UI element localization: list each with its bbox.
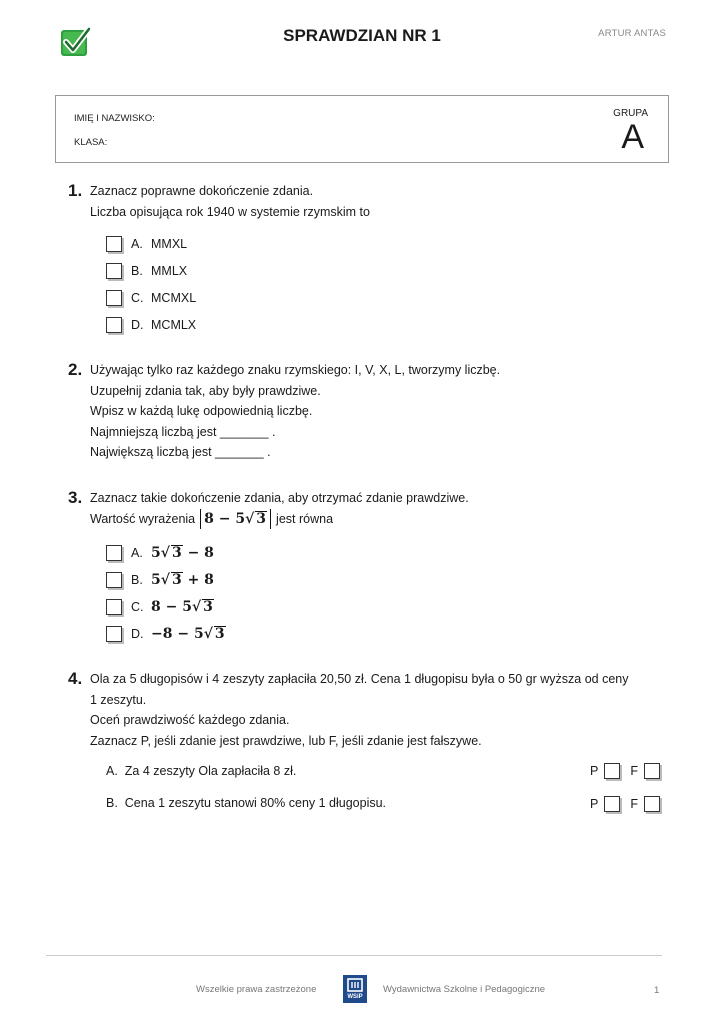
radicand: 3 (203, 598, 213, 615)
option-text: MMXL (151, 236, 188, 251)
question-2-line: Największą liczbą jest _______ . (90, 445, 271, 459)
q4-statement-a (106, 761, 296, 782)
true-checkbox[interactable] (604, 796, 620, 812)
question-2-line: Wpisz w każdą lukę odpowiednią liczbę. (90, 404, 313, 418)
question-4-line: 1 zeszytu. (90, 692, 147, 707)
q1-option-c[interactable] (106, 284, 196, 311)
radicand: 3 (171, 544, 182, 561)
question-4-text (90, 669, 670, 751)
option-math (151, 626, 226, 642)
wsip-logo-icon (343, 975, 367, 1003)
false-checkbox[interactable] (644, 763, 660, 779)
question-2-line: Najmniejszą liczbą jest _______ . (90, 424, 276, 439)
question-1-options (106, 230, 196, 338)
math-post: + 8 (182, 571, 214, 588)
question-1-text (90, 181, 370, 222)
wsip-logo-text: WSiP (347, 994, 363, 1000)
checkbox[interactable] (106, 545, 122, 561)
group-label: GRUPA (613, 108, 648, 119)
option-math (151, 599, 214, 615)
class-label: KLASA: (74, 137, 108, 148)
radicand: 3 (256, 510, 267, 527)
q1-option-d[interactable] (106, 311, 196, 338)
option-letter: D. (131, 626, 144, 641)
option-math (151, 545, 214, 561)
option-text: MMLX (151, 263, 188, 278)
question-4-number: 4. (68, 669, 83, 688)
option-letter: D. (131, 317, 144, 332)
question-1-line: Zaznacz poprawne dokończenie zdania. (90, 184, 314, 198)
expr-part: 8 − 5 (204, 510, 246, 527)
student-info-box (55, 95, 669, 163)
statement-letter: A. (106, 764, 118, 778)
page-title: SPRAWDZIAN NR 1 (283, 26, 441, 45)
q4-b-answer (590, 796, 660, 812)
q3-option-c[interactable] (106, 593, 226, 620)
q3-option-d[interactable] (106, 620, 226, 647)
false-label: F (630, 797, 638, 811)
author-name: ARTUR ANTAS (598, 28, 666, 39)
footer-divider (46, 955, 662, 956)
footer-rights: Wszelkie prawa zastrzeżone (196, 984, 317, 995)
radicand: 3 (171, 571, 182, 588)
math-pre: 5 (151, 571, 161, 588)
question-4-line: Oceń prawdziwość każdego zdania. (90, 713, 290, 727)
group-value: A (621, 118, 644, 156)
checkbox[interactable] (106, 263, 122, 279)
sqrt-icon: √ (245, 510, 255, 527)
question-2-line: Używając tylko raz każdego znaku rzymskiego: I, V, X, L, tworzymy liczbę. (90, 363, 501, 377)
question-3-line: Zaznacz takie dokończenie zdania, aby otrzymać zdanie prawdziwe. (90, 491, 469, 505)
checkbox[interactable] (106, 626, 122, 642)
math-pre: −8 − 5 (151, 625, 204, 642)
option-math (151, 572, 214, 588)
option-letter: B. (131, 263, 143, 278)
footer-publisher: Wydawnictwa Szkolne i Pedagogiczne (383, 984, 546, 995)
question-3-number: 3. (68, 488, 83, 507)
q3-option-b[interactable] (106, 566, 226, 593)
question-1-number: 1. (68, 181, 83, 200)
statement-letter: B. (106, 796, 118, 810)
question-3-options (106, 539, 226, 647)
question-3-line-start: Wartość wyrażenia (90, 511, 196, 526)
question-4-line: Zaznacz P, jeśli zdanie jest prawdziwe, lub F, jeśli zdanie jest fałszywe. (90, 733, 482, 748)
q3-option-a[interactable] (106, 539, 226, 566)
statement-text: Za 4 zeszyty Ola zapłaciła 8 zł. (124, 764, 297, 778)
sqrt-icon: √ (160, 544, 170, 561)
math-pre: 5 (151, 544, 161, 561)
checkbox[interactable] (106, 599, 122, 615)
question-2-line: Uzupełnij zdania tak, aby były prawdziwe. (90, 383, 321, 398)
sqrt-icon: √ (203, 625, 213, 642)
option-letter: C. (131, 599, 144, 614)
true-checkbox[interactable] (604, 763, 620, 779)
option-letter: A. (131, 545, 143, 560)
option-text: MCMLX (151, 317, 197, 332)
option-letter: A. (131, 236, 143, 251)
q4-statement-b (106, 793, 386, 814)
statement-text: Cena 1 zeszytu stanowi 80% ceny 1 długopisu. (124, 796, 387, 810)
q1-option-a[interactable] (106, 230, 196, 257)
math-post: − 8 (182, 544, 214, 561)
checkbox[interactable] (106, 236, 122, 252)
question-2-text (90, 360, 500, 463)
question-1-line: Liczba opisująca rok 1940 w systemie rzymskim to (90, 204, 370, 219)
sqrt-icon: √ (191, 598, 202, 615)
question-3-text (90, 488, 469, 529)
false-label: F (630, 764, 638, 778)
name-label: IMIĘ I NAZWISKO: (74, 113, 155, 124)
page-number: 1 (654, 985, 660, 996)
abs-expression (200, 509, 271, 530)
checkbox[interactable] (106, 317, 122, 333)
option-letter: B. (131, 572, 143, 587)
true-label: P (590, 764, 599, 778)
option-text: MCMXL (151, 290, 197, 305)
option-letter: C. (131, 290, 144, 305)
false-checkbox[interactable] (644, 796, 660, 812)
radicand: 3 (214, 625, 225, 642)
question-4-line: Ola za 5 długopisów i 4 zeszyty zapłaciła 20,50 zł. Cena 1 długopisu była o 50 gr wyższa od ceny (90, 672, 629, 686)
q4-a-answer (590, 763, 660, 779)
sqrt-icon: √ (160, 571, 170, 588)
question-2-number: 2. (68, 360, 83, 379)
checkbox[interactable] (106, 572, 122, 588)
question-3-line (90, 509, 469, 530)
math-pre: 8 − 5 (151, 598, 192, 615)
question-3-line-end: jest równa (276, 511, 334, 526)
checkbox[interactable] (106, 290, 122, 306)
q1-option-b[interactable] (106, 257, 196, 284)
true-label: P (590, 797, 599, 811)
